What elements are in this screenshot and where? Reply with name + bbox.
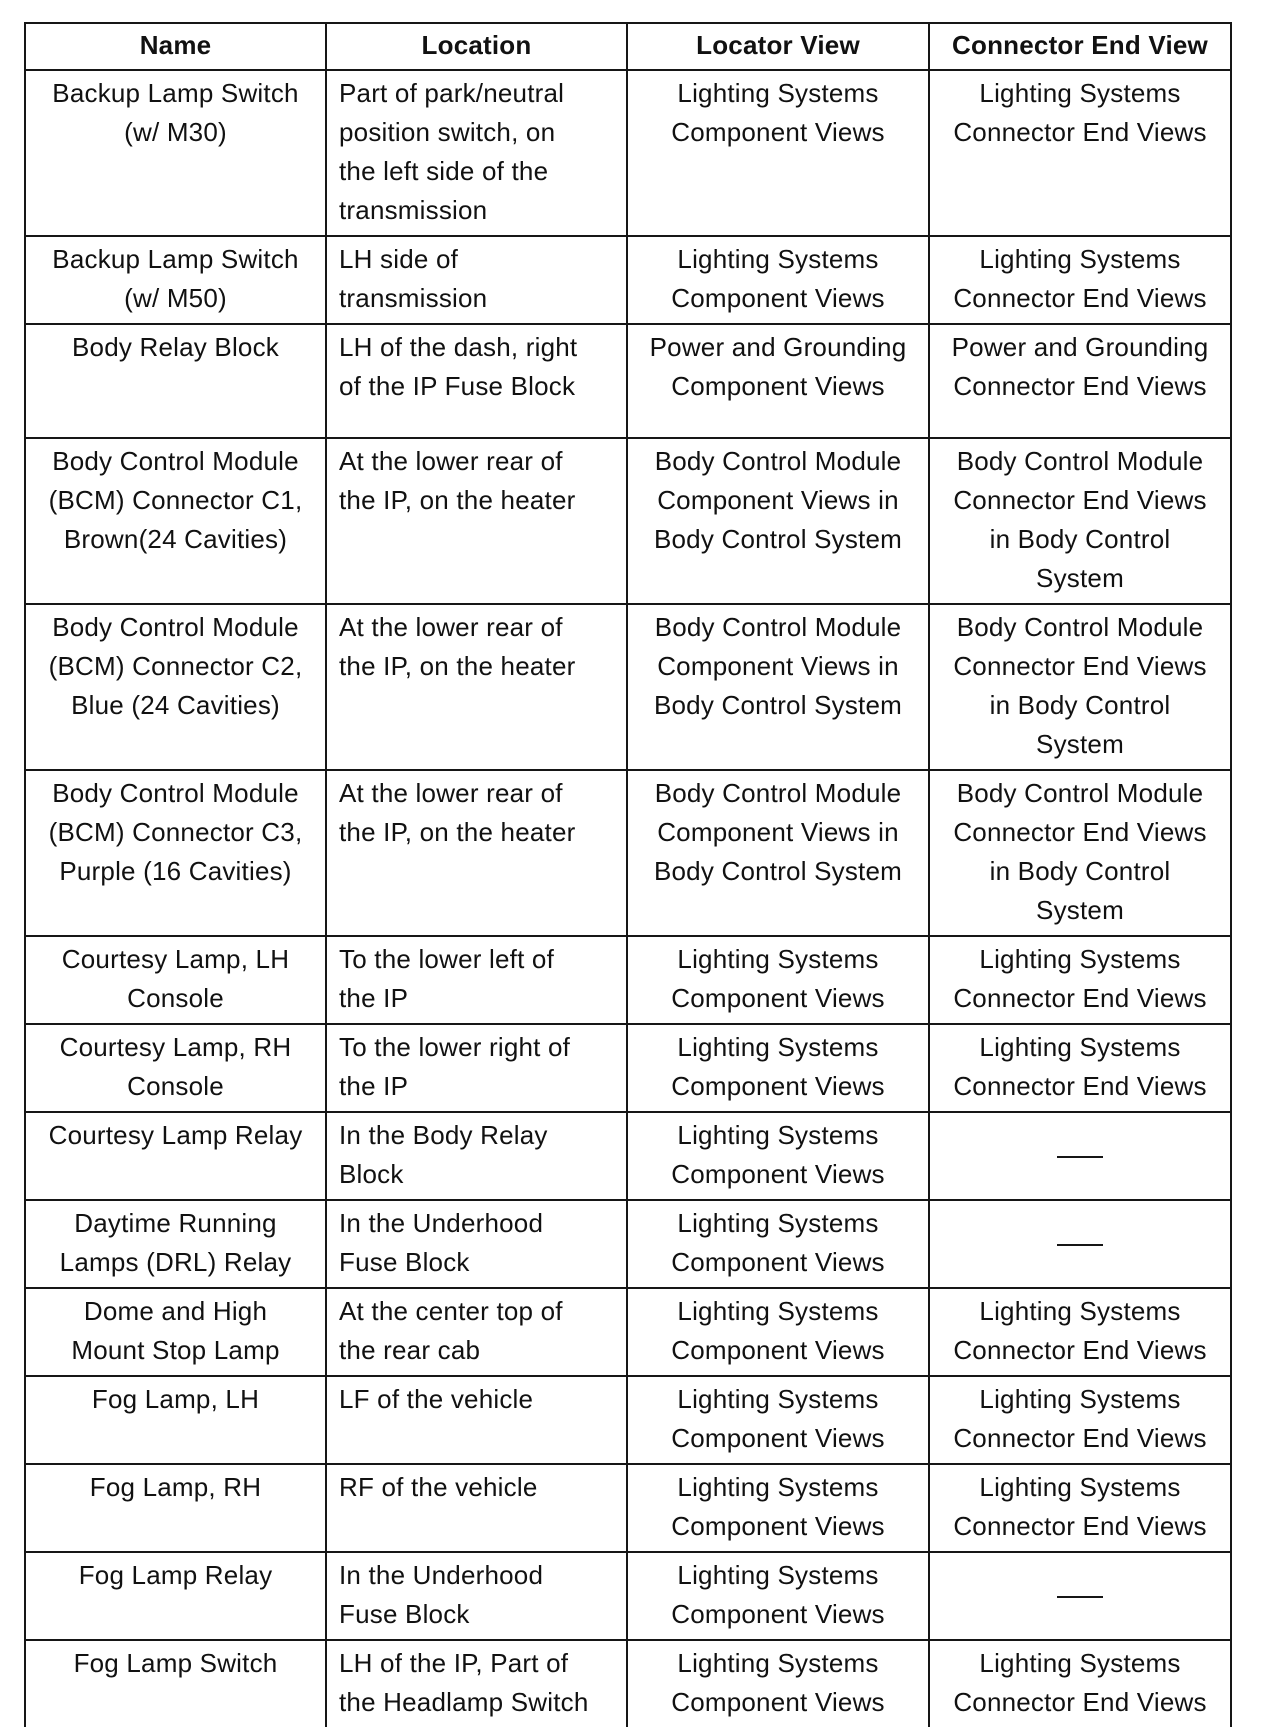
cell-line: position switch, on: [339, 117, 556, 147]
cell-name: [25, 1288, 326, 1376]
cell-location: [326, 604, 627, 770]
cell-line: RF of the vehicle: [339, 1472, 538, 1502]
cell-line: Lighting Systems: [677, 1120, 879, 1150]
cell-line: the IP, on the heater: [339, 485, 576, 515]
empty-dash: [1057, 1596, 1103, 1598]
cell-locator-view: [627, 1464, 929, 1552]
cell-locator-view: [627, 1552, 929, 1640]
cell-line: Body Control Module: [654, 446, 902, 476]
cell-line: in Body Control: [989, 856, 1171, 886]
cell-line: Connector End Views: [953, 485, 1207, 515]
cell-line: Body Control Module: [52, 446, 299, 476]
cell-line: System: [1036, 563, 1124, 593]
cell-line: the Headlamp Switch: [339, 1687, 589, 1717]
cell-line: Component Views: [671, 1511, 885, 1541]
cell-line: Body Relay Block: [72, 332, 279, 362]
table-row: [25, 1464, 1231, 1552]
cell-locator-view: [627, 1112, 929, 1200]
table-row: [25, 1024, 1231, 1112]
table-row: [25, 236, 1231, 324]
cell-line: Body Control Module: [956, 446, 1204, 476]
cell-name: [25, 936, 326, 1024]
cell-line: Body Control Module: [956, 612, 1204, 642]
cell-line: Component Views: [671, 1071, 885, 1101]
cell-line: Lighting Systems: [677, 1560, 879, 1590]
cell-location: [326, 1640, 627, 1727]
cell-name: [25, 1640, 326, 1727]
cell-line: Lighting Systems: [677, 1208, 879, 1238]
cell-locator-view: [627, 438, 929, 604]
cell-line: At the center top of: [339, 1296, 563, 1326]
cell-line: Daytime Running: [74, 1208, 277, 1238]
cell-connector-end-view: [929, 324, 1231, 438]
cell-line: Lighting Systems: [677, 78, 879, 108]
cell-line: LH side of: [339, 244, 459, 274]
cell-connector-end-view: [929, 1112, 1231, 1200]
cell-connector-end-view: [929, 770, 1231, 936]
cell-name: [25, 236, 326, 324]
cell-connector-end-view: [929, 236, 1231, 324]
cell-name: [25, 1112, 326, 1200]
cell-line: Lighting Systems: [979, 244, 1181, 274]
cell-locator-view: [627, 604, 929, 770]
cell-line: Lighting Systems: [677, 1648, 879, 1678]
cell-name: [25, 70, 326, 236]
cell-name: [25, 1376, 326, 1464]
cell-line: Blue (24 Cavities): [71, 690, 280, 720]
cell-line: Block: [339, 1159, 404, 1189]
cell-line: Fuse Block: [339, 1247, 470, 1277]
cell-line: Lighting Systems: [677, 1384, 879, 1414]
empty-dash: [1057, 1156, 1103, 1158]
cell-name: [25, 324, 326, 438]
cell-line: Power and Grounding: [951, 332, 1209, 362]
cell-line: the rear cab: [339, 1335, 481, 1365]
cell-line: Body Control System: [653, 690, 902, 720]
cell-line: Mount Stop Lamp: [71, 1335, 280, 1365]
cell-connector-end-view: [929, 936, 1231, 1024]
cell-line: To the lower right of: [339, 1032, 571, 1062]
cell-line: Connector End Views: [953, 1335, 1207, 1365]
cell-connector-end-view: [929, 1464, 1231, 1552]
cell-locator-view: [627, 1024, 929, 1112]
cell-line: (BCM) Connector C1,: [48, 485, 303, 515]
cell-line: Connector End Views: [953, 983, 1207, 1013]
cell-line: Lighting Systems: [677, 1472, 879, 1502]
cell-line: the IP: [339, 1071, 409, 1101]
cell-line: Lighting Systems: [979, 1032, 1181, 1062]
header-connector-end-view: Connector End View: [929, 23, 1231, 70]
cell-line: Part of park/neutral: [339, 78, 565, 108]
cell-locator-view: [627, 1200, 929, 1288]
cell-line: LF of the vehicle: [339, 1384, 534, 1414]
table-row: [25, 438, 1231, 604]
table-body: [25, 70, 1231, 1727]
cell-line: In the Underhood: [339, 1208, 544, 1238]
cell-name: [25, 1200, 326, 1288]
cell-connector-end-view: [929, 1640, 1231, 1727]
cell-line: Lighting Systems: [979, 1296, 1181, 1326]
cell-line: Connector End Views: [953, 283, 1207, 313]
table-row: [25, 1552, 1231, 1640]
cell-line: (w/ M50): [124, 283, 227, 313]
cell-line: Component Views: [671, 1423, 885, 1453]
cell-name: [25, 604, 326, 770]
cell-line: Connector End Views: [953, 1423, 1207, 1453]
empty-dash: [1057, 1244, 1103, 1246]
cell-line: To the lower left of: [339, 944, 554, 974]
component-locator-table: [24, 22, 1232, 1727]
cell-location: [326, 324, 627, 438]
cell-line: Component Views: [671, 371, 885, 401]
document-page: [24, 22, 1230, 1727]
table-row: [25, 604, 1231, 770]
cell-line: Body Control Module: [52, 778, 299, 808]
cell-line: Connector End Views: [953, 1511, 1207, 1541]
cell-line: Component Views in: [657, 817, 899, 847]
cell-line: Courtesy Lamp, LH: [61, 944, 290, 974]
cell-line: the IP: [339, 983, 409, 1013]
cell-location: [326, 1376, 627, 1464]
cell-line: Console: [127, 983, 224, 1013]
cell-line: Body Control Module: [52, 612, 299, 642]
cell-location: [326, 1464, 627, 1552]
cell-locator-view: [627, 324, 929, 438]
cell-location: [326, 770, 627, 936]
cell-line: Fog Lamp, RH: [89, 1472, 262, 1502]
cell-line: Body Control Module: [956, 778, 1204, 808]
cell-line: At the lower rear of: [339, 612, 563, 642]
cell-locator-view: [627, 936, 929, 1024]
table-row: [25, 1640, 1231, 1727]
cell-location: [326, 1288, 627, 1376]
cell-connector-end-view: [929, 604, 1231, 770]
cell-line: Component Views in: [657, 651, 899, 681]
table-row: [25, 1376, 1231, 1464]
cell-name: [25, 1024, 326, 1112]
table-row: [25, 1288, 1231, 1376]
cell-line: Power and Grounding: [649, 332, 907, 362]
cell-line: Fog Lamp Switch: [73, 1648, 278, 1678]
cell-line: Body Control Module: [654, 778, 902, 808]
cell-line: Courtesy Lamp, RH: [59, 1032, 292, 1062]
cell-line: Lighting Systems: [677, 244, 879, 274]
cell-line: In the Underhood: [339, 1560, 544, 1590]
cell-location: [326, 438, 627, 604]
table-row: [25, 1200, 1231, 1288]
cell-connector-end-view: [929, 1200, 1231, 1288]
cell-line: Lighting Systems: [979, 1384, 1181, 1414]
table-row: [25, 936, 1231, 1024]
cell-line: In the Body Relay: [339, 1120, 548, 1150]
cell-line: Lighting Systems: [979, 944, 1181, 974]
cell-line: LH of the IP, Part of: [339, 1648, 569, 1678]
cell-locator-view: [627, 1288, 929, 1376]
cell-line: Connector End Views: [953, 817, 1207, 847]
cell-line: the IP, on the heater: [339, 817, 576, 847]
cell-line: Connector End Views: [953, 651, 1207, 681]
cell-name: [25, 1464, 326, 1552]
table-row: [25, 70, 1231, 236]
cell-line: (BCM) Connector C2,: [48, 651, 303, 681]
header-locator-view: Locator View: [627, 23, 929, 70]
cell-connector-end-view: [929, 1024, 1231, 1112]
cell-line: At the lower rear of: [339, 778, 563, 808]
cell-line: Lighting Systems: [677, 944, 879, 974]
cell-connector-end-view: [929, 1552, 1231, 1640]
table-row: [25, 324, 1231, 438]
cell-line: Connector End Views: [953, 1071, 1207, 1101]
cell-line: At the lower rear of: [339, 446, 563, 476]
cell-line: Connector End Views: [953, 371, 1207, 401]
header-name: Name: [25, 23, 326, 70]
table-row: [25, 770, 1231, 936]
cell-line: Component Views: [671, 283, 885, 313]
cell-line: Body Control System: [653, 856, 902, 886]
cell-line: in Body Control: [989, 524, 1171, 554]
cell-line: Body Control System: [653, 524, 902, 554]
cell-line: Backup Lamp Switch: [52, 78, 299, 108]
cell-line: transmission: [339, 195, 488, 225]
cell-line: Lighting Systems: [677, 1032, 879, 1062]
cell-connector-end-view: [929, 438, 1231, 604]
cell-line: (BCM) Connector C3,: [48, 817, 303, 847]
cell-line: Component Views: [671, 1335, 885, 1365]
cell-connector-end-view: [929, 1376, 1231, 1464]
cell-location: [326, 1552, 627, 1640]
cell-line: System: [1036, 729, 1124, 759]
cell-line: the IP, on the heater: [339, 651, 576, 681]
cell-locator-view: [627, 236, 929, 324]
cell-line: Lighting Systems: [677, 1296, 879, 1326]
header-location: Location: [326, 23, 627, 70]
cell-line: Body Control Module: [654, 612, 902, 642]
cell-line: LH of the dash, right: [339, 332, 578, 362]
cell-line: Fog Lamp, LH: [91, 1384, 260, 1414]
cell-line: Brown(24 Cavities): [63, 524, 288, 554]
cell-line: Connector End Views: [953, 117, 1207, 147]
cell-line: Component Views: [671, 1687, 885, 1717]
cell-locator-view: [627, 1376, 929, 1464]
cell-name: [25, 438, 326, 604]
cell-line: in Body Control: [989, 690, 1171, 720]
cell-name: [25, 770, 326, 936]
cell-line: Component Views: [671, 1159, 885, 1189]
cell-line: Component Views: [671, 117, 885, 147]
cell-line: Purple (16 Cavities): [59, 856, 292, 886]
cell-line: Component Views in: [657, 485, 899, 515]
cell-line: System: [1036, 895, 1124, 925]
cell-locator-view: [627, 1640, 929, 1727]
cell-line: Component Views: [671, 983, 885, 1013]
cell-location: [326, 70, 627, 236]
cell-connector-end-view: [929, 70, 1231, 236]
cell-line: Lighting Systems: [979, 1648, 1181, 1678]
cell-locator-view: [627, 70, 929, 236]
cell-line: Fuse Block: [339, 1599, 470, 1629]
cell-line: of the IP Fuse Block: [339, 371, 576, 401]
cell-line: Lighting Systems: [979, 1472, 1181, 1502]
cell-line: the left side of the: [339, 156, 549, 186]
cell-line: Connector End Views: [953, 1687, 1207, 1717]
cell-location: [326, 1024, 627, 1112]
header-row: [25, 23, 1231, 70]
cell-line: (w/ M30): [124, 117, 227, 147]
cell-line: Console: [127, 1071, 224, 1101]
cell-line: Lamps (DRL) Relay: [59, 1247, 292, 1277]
cell-location: [326, 936, 627, 1024]
cell-line: Lighting Systems: [979, 78, 1181, 108]
cell-line: Component Views: [671, 1599, 885, 1629]
cell-line: Component Views: [671, 1247, 885, 1277]
cell-line: transmission: [339, 283, 488, 313]
cell-name: [25, 1552, 326, 1640]
cell-connector-end-view: [929, 1288, 1231, 1376]
cell-line: Backup Lamp Switch: [52, 244, 299, 274]
cell-line: Dome and High: [83, 1296, 268, 1326]
cell-line: Courtesy Lamp Relay: [48, 1120, 303, 1150]
cell-location: [326, 1112, 627, 1200]
table-row: [25, 1112, 1231, 1200]
cell-line: Fog Lamp Relay: [78, 1560, 273, 1590]
cell-locator-view: [627, 770, 929, 936]
cell-location: [326, 236, 627, 324]
cell-location: [326, 1200, 627, 1288]
